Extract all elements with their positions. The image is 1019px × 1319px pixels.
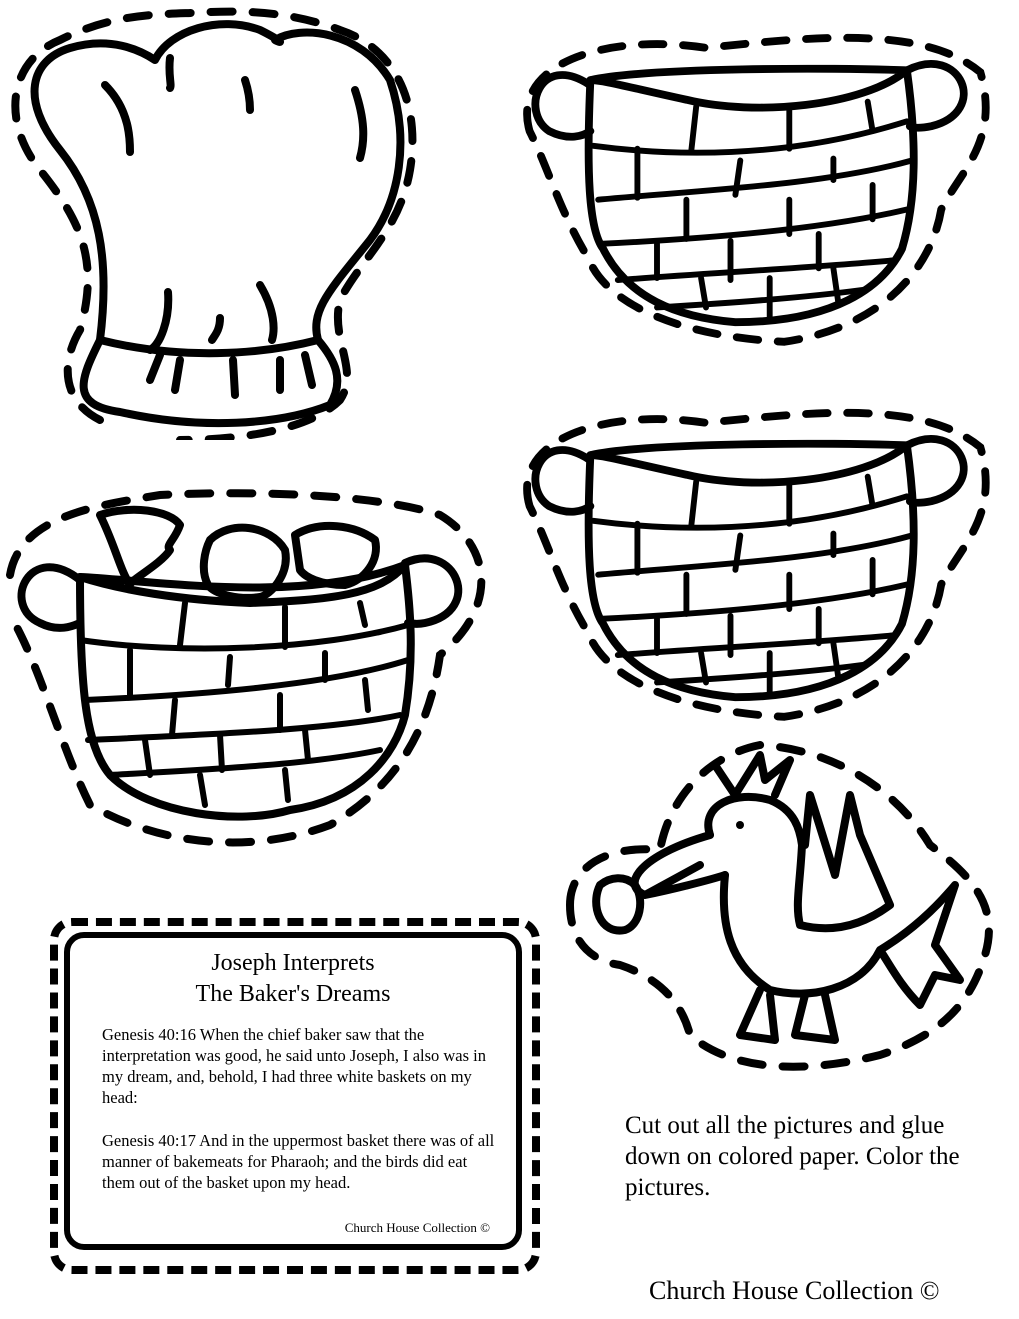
bird-cutout bbox=[560, 735, 1000, 1080]
verse-genesis-40-16: Genesis 40:16 When the chief baker saw that the interpretation was good, he said unto Joseph, I also was in my dream, and, behold, I had three white baskets on my head: bbox=[102, 1025, 487, 1107]
empty-basket-top-cutout bbox=[510, 20, 1000, 350]
title-line-1: Joseph Interprets bbox=[211, 950, 375, 976]
scripture-card bbox=[64, 932, 522, 1250]
chef-hat-icon bbox=[0, 0, 420, 440]
bird-icon bbox=[560, 735, 1000, 1080]
empty-basket-middle-cutout bbox=[510, 395, 1000, 725]
bread-basket-cutout bbox=[0, 485, 500, 865]
verse-genesis-40-17: Genesis 40:17 And in the uppermost basket there was of all manner of bakemeats for Pharaoh; and the birds did eat them out of the basket upon my head. bbox=[102, 1131, 495, 1192]
basket-icon bbox=[510, 20, 1000, 350]
card-title bbox=[70, 948, 516, 1010]
chef-hat-cutout bbox=[0, 0, 420, 440]
bread-basket-icon bbox=[0, 485, 500, 865]
basket-icon bbox=[510, 395, 1000, 725]
footer-credit: Church House Collection © bbox=[649, 1276, 940, 1305]
instructions: Cut out all the pictures and glue down on colored paper. Color the pictures. bbox=[625, 1112, 960, 1201]
title-line-2: The Baker's Dreams bbox=[195, 981, 391, 1007]
card-credit: Church House Collection © bbox=[344, 1220, 490, 1235]
